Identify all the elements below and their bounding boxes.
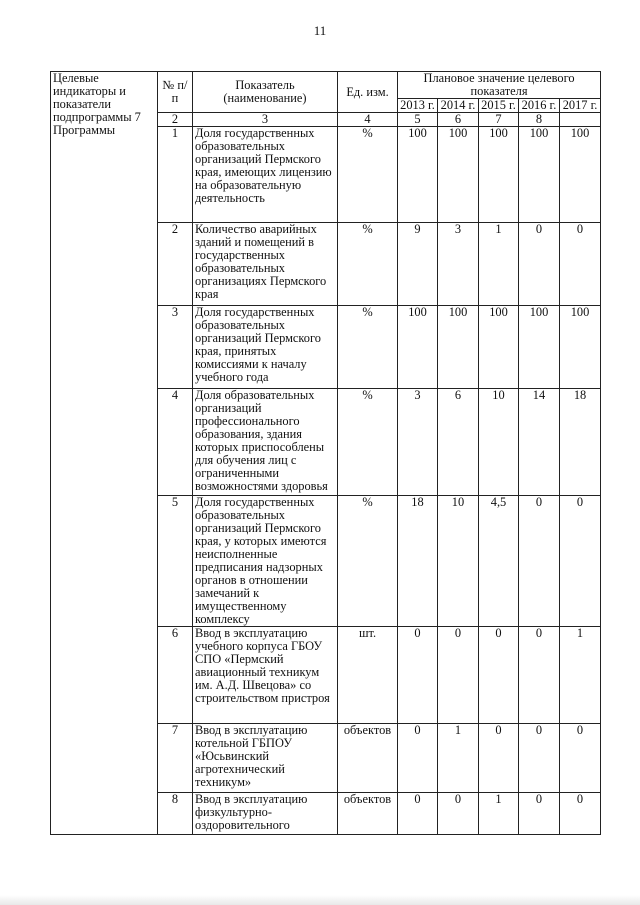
indicator-name: Доля образовательных организаций профессионального образования, здания которых приспособлены для обучения лиц с ограниченными возможностями здоровья	[193, 389, 338, 496]
planned-value: 1	[438, 724, 479, 793]
column-number: 3	[193, 113, 338, 127]
planned-value: 100	[438, 127, 479, 223]
row-number: 2	[158, 223, 193, 306]
planned-value: 0	[438, 627, 479, 724]
unit: шт.	[338, 627, 398, 724]
indicator-name: Количество аварийных зданий и помещений в государственных образовательных организациях Пермского края	[193, 223, 338, 306]
column-number	[560, 113, 601, 127]
header-unit: Ед. изм.	[338, 72, 398, 113]
planned-value: 1	[479, 793, 519, 835]
planned-value: 0	[519, 223, 560, 306]
planned-value: 0	[398, 793, 438, 835]
planned-value: 0	[560, 496, 601, 627]
column-number: 6	[438, 113, 479, 127]
planned-value: 1	[479, 223, 519, 306]
unit: объектов	[338, 793, 398, 835]
planned-value: 3	[398, 389, 438, 496]
column-number: 7	[479, 113, 519, 127]
planned-value: 0	[519, 793, 560, 835]
planned-value: 100	[398, 127, 438, 223]
row-number: 6	[158, 627, 193, 724]
planned-value: 100	[519, 127, 560, 223]
header-indicator: Показатель (наименование)	[193, 72, 338, 113]
planned-value: 10	[438, 496, 479, 627]
planned-value: 0	[438, 793, 479, 835]
column-number: 5	[398, 113, 438, 127]
planned-value: 100	[479, 127, 519, 223]
planned-value: 0	[560, 223, 601, 306]
column-number: 2	[158, 113, 193, 127]
planned-value: 100	[519, 306, 560, 389]
planned-value: 6	[438, 389, 479, 496]
header-planned-value: Плановое значение целевого показателя	[398, 72, 601, 99]
unit: %	[338, 223, 398, 306]
planned-value: 0	[560, 724, 601, 793]
indicator-name: Доля государственных образовательных организаций Пермского края, принятых комиссиями к началу учебного года	[193, 306, 338, 389]
planned-value: 0	[479, 627, 519, 724]
unit: %	[338, 306, 398, 389]
unit: объектов	[338, 724, 398, 793]
planned-value: 0	[519, 724, 560, 793]
planned-value: 100	[479, 306, 519, 389]
planned-value: 18	[398, 496, 438, 627]
header-year: 2014 г.	[438, 99, 479, 113]
section-label-cell	[51, 72, 158, 835]
header-num: № п/п	[158, 72, 193, 113]
row-number: 3	[158, 306, 193, 389]
planned-value: 9	[398, 223, 438, 306]
planned-value: 0	[560, 793, 601, 835]
column-number: 8	[519, 113, 560, 127]
unit: %	[338, 496, 398, 627]
page-bottom-edge	[0, 895, 640, 905]
planned-value: 0	[398, 627, 438, 724]
planned-value: 0	[519, 627, 560, 724]
page-number: 11	[313, 23, 327, 38]
column-number: 4	[338, 113, 398, 127]
planned-value: 100	[560, 306, 601, 389]
unit: %	[338, 127, 398, 223]
indicator-name: Ввод в эксплуатацию учебного корпуса ГБОУ СПО «Пермский авиационный техникум им. А.Д. Швецова» со строительством пристроя	[193, 627, 338, 724]
row-number: 1	[158, 127, 193, 223]
planned-value: 4,5	[479, 496, 519, 627]
header-year: 2015 г.	[479, 99, 519, 113]
indicator-name: Доля государственных образовательных организаций Пермского края, имеющих лицензию на образовательную деятельность	[193, 127, 338, 223]
row-number: 8	[158, 793, 193, 835]
planned-value: 0	[479, 724, 519, 793]
planned-value: 3	[438, 223, 479, 306]
planned-value: 14	[519, 389, 560, 496]
planned-value: 0	[398, 724, 438, 793]
header-year: 2016 г.	[519, 99, 560, 113]
unit: %	[338, 389, 398, 496]
section-label: Целевые индикаторы и показатели подпрограммы 7 Программы	[53, 71, 141, 137]
planned-value: 0	[519, 496, 560, 627]
planned-value: 1	[560, 627, 601, 724]
planned-value: 100	[398, 306, 438, 389]
planned-value: 10	[479, 389, 519, 496]
planned-value: 100	[438, 306, 479, 389]
row-number: 4	[158, 389, 193, 496]
indicator-name: Ввод в эксплуатацию физкультурно-оздоровительного	[193, 793, 338, 835]
header-year: 2017 г.	[560, 99, 601, 113]
row-number: 7	[158, 724, 193, 793]
indicator-name: Доля государственных образовательных организаций Пермского края, у которых имеются неисполненные предписания надзорных органов в отношении замечаний к имущественному комплексу	[193, 496, 338, 627]
target-indicators-table	[50, 71, 601, 835]
planned-value: 100	[560, 127, 601, 223]
planned-value: 18	[560, 389, 601, 496]
indicator-name: Ввод в эксплуатацию котельной ГБПОУ «Юсьвинский агротехнический техникум»	[193, 724, 338, 793]
row-number: 5	[158, 496, 193, 627]
header-year: 2013 г.	[398, 99, 438, 113]
